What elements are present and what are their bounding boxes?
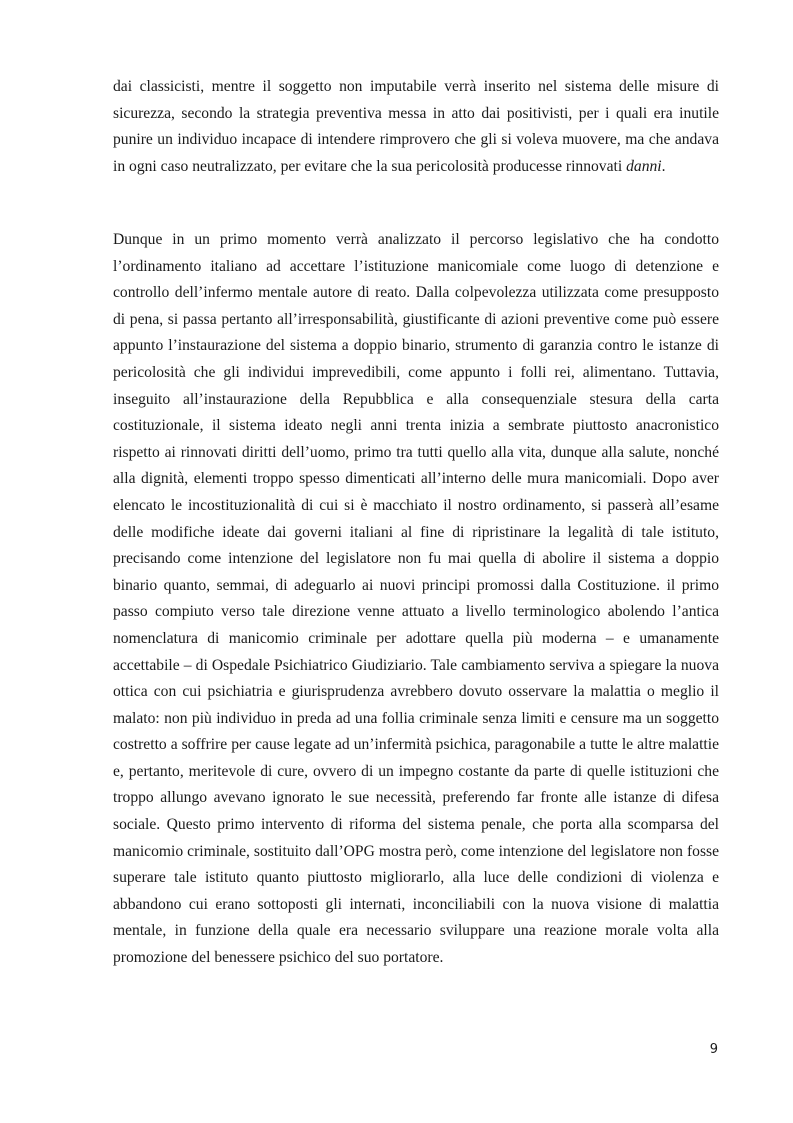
paragraph-2	[113, 227, 719, 972]
paragraph-1-text: dai classicisti, mentre il soggetto non imputabile verrà inserito nel sistema delle misure di sicurezza, secondo la strategia preventiva messa in atto dai positivisti, per i quali era inutile punire un individuo incapace di intendere rimprovero che gli si voleva muovere, ma che andava in ogni caso neutralizzato, per evitare che la sua pericolosità producesse rinnovati	[113, 78, 719, 175]
paragraph-2-text: Dunque in un primo momento verrà analizzato il percorso legislativo che ha condotto l’ordinamento italiano ad accettare l’istituzione manicomiale come luogo di detenzione e controllo dell’infermo mentale autore di reato. Dalla colpevolezza utilizzata come presupposto di pena, si passa pertanto all’irresponsabilità, giustificante di azioni preventive come può essere appunto l’instaurazione del sistema a doppio binario, strumento di garanzia contro le istanze di pericolosità che gli individui imprevedibili, come appunto i folli rei, alimentano. Tuttavia, inseguito all’instaurazione della Repubblica e alla consequenziale stesura della carta costituzionale, il sistema ideato negli anni trenta inizia a sembrate piuttosto anacronistico rispetto ai rinnovati diritti dell’uomo, primo tra tutti quello alla vita, dunque alla salute, nonché alla dignità, elementi troppo spesso dimenticati all’interno delle mura manicomiali. Dopo aver elencato le incostituzionalità di cui si è macchiato il nostro ordinamento, si passerà all’esame delle modifiche ideate dai governi italiani al fine di ripristinare la legalità di tale istituto, precisando come intenzione del legislatore non fu mai quella di abolire il sistema a doppio binario quanto, semmai, di adeguarlo ai nuovi principi promossi dalla Costituzione. il primo passo compiuto verso tale direzione venne attuato a livello terminologico abolendo l’antica nomenclatura di manicomio criminale per adottare quella più moderna – e umanamente accettabile – di Ospedale Psichiatrico Giudiziario. Tale cambiamento serviva a spiegare la nuova ottica con cui psichiatria e giurisprudenza avrebbero dovuto osservare la malattia o meglio il malato: non più individuo in preda ad una follia criminale senza limiti e censure ma un soggetto costretto a soffrire per cause legate ad un’infermità psichica, paragonabile a tutte le altre malattie e, pertanto, meritevole di cure, ovvero di un impegno costante da parte di quelle istituzioni che troppo allungo avevano ignorato le sue necessità, preferendo far fronte alle istanze di difesa sociale. Questo primo intervento di riforma del sistema penale, che porta alla scomparsa del manicomio criminale, sostituito dall’OPG mostra però, come intenzione del legislatore non fosse superare tale istituto quanto piuttosto migliorarlo, alla luce delle condizioni di violenza e abbandono cui erano sottoposti gli internati, inconciliabili con la nuova visione di malattia mentale, in funzione della quale era necessario sviluppare una reazione morale volta alla promozione del benessere psichico del suo portatore.	[113, 231, 719, 967]
page-number: 9	[709, 1042, 718, 1057]
paragraph-1-end-punct: .	[661, 157, 666, 175]
paragraph-1	[113, 74, 719, 180]
paragraph-1-italic-word: danni	[626, 157, 662, 175]
